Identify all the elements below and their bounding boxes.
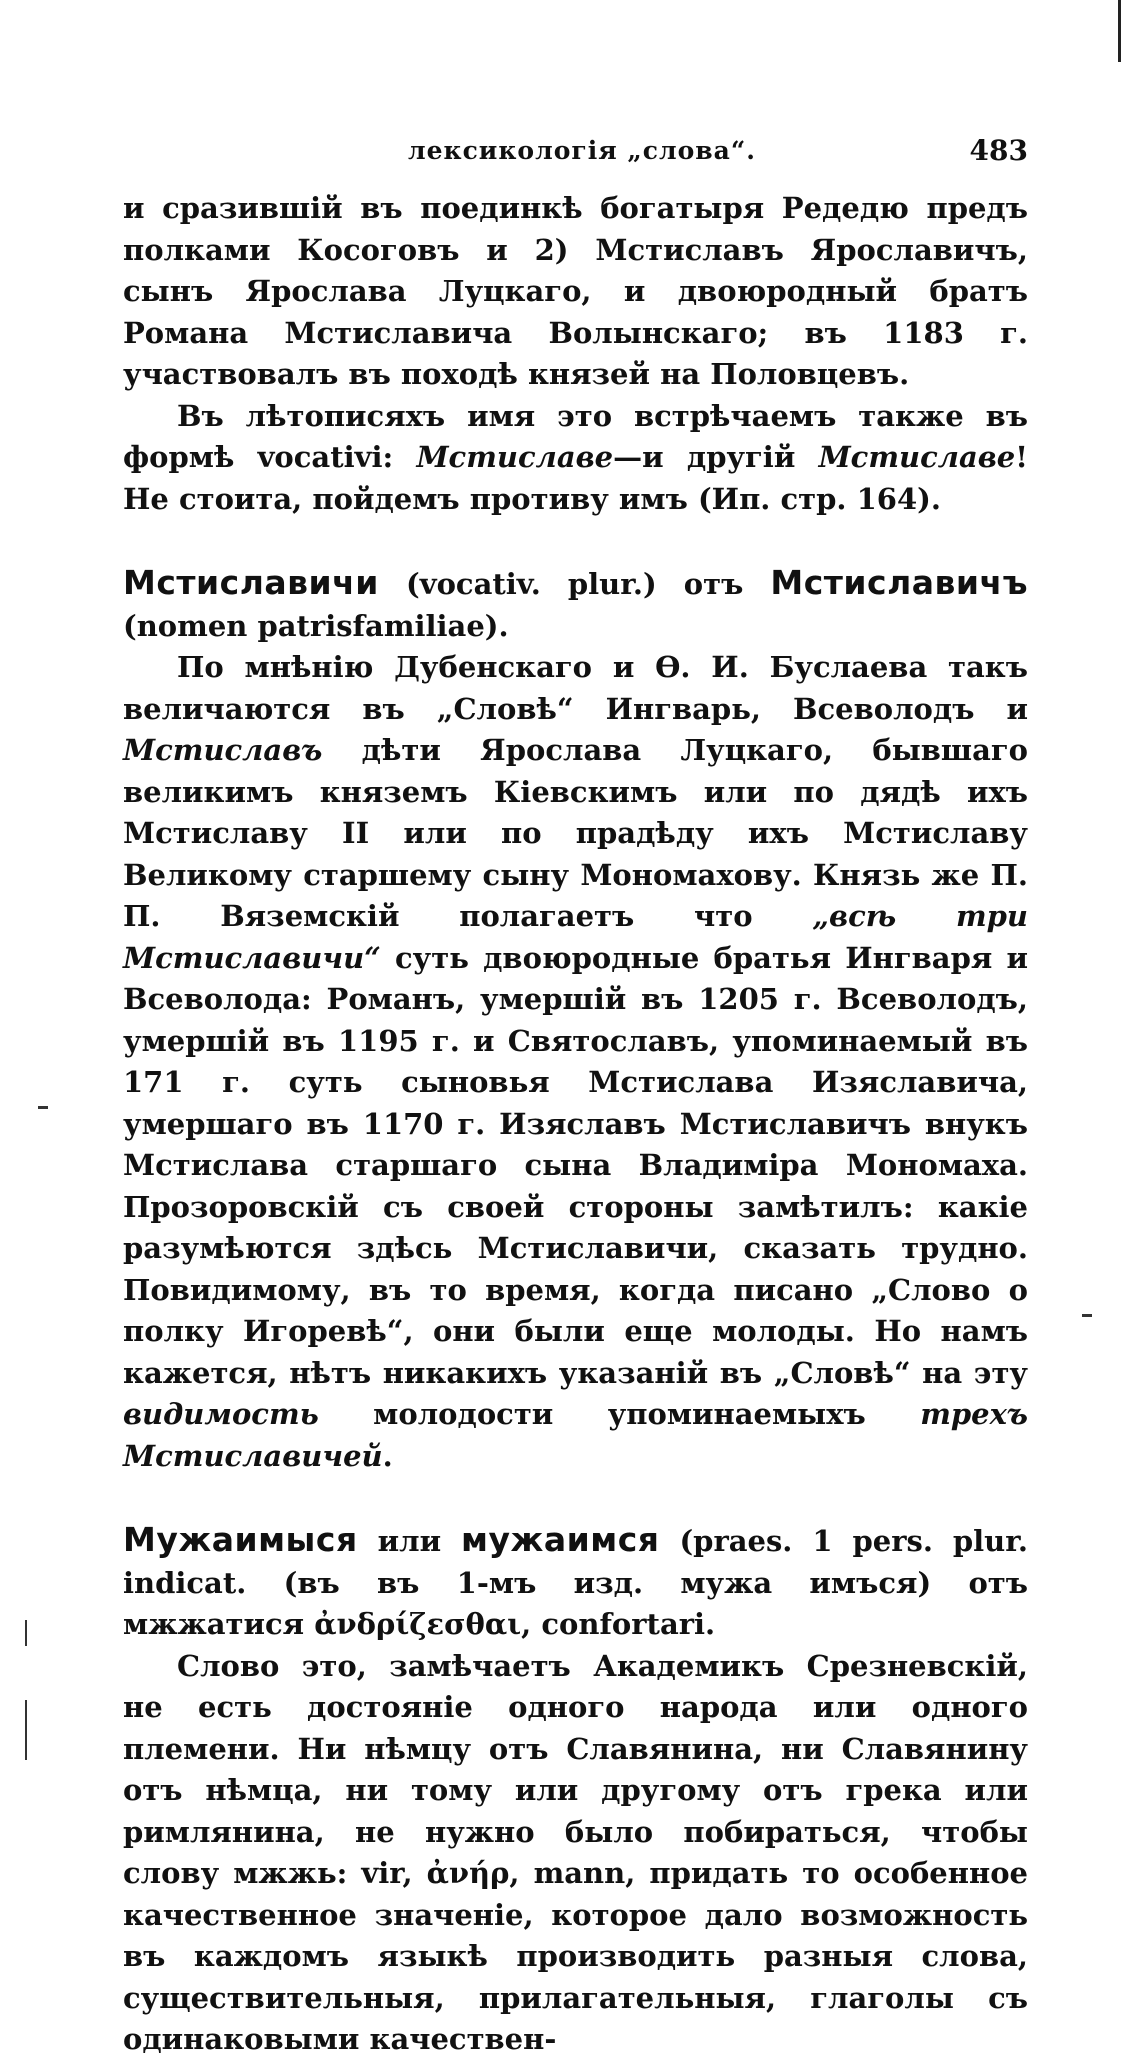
paragraph-sreznevsky: Слово это, замѣчаетъ Академикъ Срезневскій, не есть достояніе одного народа или одного племени. Ни нѣмцу отъ Славянина, ни Славянину отъ нѣмца, ни тому или другому отъ грека или римлянина, не нужно было побираться, чтобы слову мжжь: vir, ἀνήρ, mann, придать то особенное качественное значеніе, которое дало возможность въ каждомъ языкѣ производить разныя слова, существительныя, прилагательныя, глаголы съ одинаковыми качествен- bbox=[123, 1648, 1028, 2056]
headword: Мстиславичи bbox=[123, 563, 379, 602]
scan-edge-line bbox=[1118, 0, 1121, 62]
margin-mark bbox=[25, 1620, 27, 1646]
headword: Мстиславичъ bbox=[770, 563, 1028, 602]
running-title: лексикологія „слова“. bbox=[408, 136, 756, 165]
page-number: 483 bbox=[969, 134, 1028, 167]
entry-muzhaimysya: Мужаимыся или мужаимся (praes. 1 pers. plur. indicat. (въ въ 1-мъ изд. мужа имъся) отъ мжжатися ἀνδρίζεσθαι, confortari. bbox=[123, 1520, 1028, 1641]
page-header bbox=[123, 130, 1028, 188]
text-block bbox=[123, 130, 1028, 2061]
margin-mark bbox=[38, 1106, 48, 1109]
headword: мужаимся bbox=[461, 1520, 660, 1559]
margin-mark bbox=[1082, 1314, 1092, 1317]
entry-mstislavichi: Мстиславичи (vocativ. plur.) отъ Мстиславичъ (nomen patrisfamiliae). bbox=[123, 563, 1028, 643]
margin-mark bbox=[25, 1700, 27, 1760]
paragraph-vocative: Въ лѣтописяхъ имя это встрѣчаемъ также въ формѣ vocativi: Мстиславе—и другій Мстиславе! Не стоита, пойдемъ противу имъ (Ип. стр. 164). bbox=[123, 398, 1028, 516]
paragraph-opinions: По мнѣнію Дубенскаго и Ѳ. И. Буслаева такъ величаются въ „Словѣ“ Ингварь, Всеволодъ и Мстиславъ дѣти Ярослава Луцкаго, бывшаго великимъ княземъ Кіевскимъ или по дядѣ ихъ Мстиславу II или по прадѣду ихъ Мстиславу Великому старшему сыну Мономахову. Князь же П. П. Вяземскій полагаетъ что „всѣ три Мстиславичи“ суть двоюродные братья Ингваря и Всеволода: Романъ, умершій въ 1205 г. Всеволодъ, умершій въ 1195 г. и Святославъ, упоминаемый въ 171 г. суть сыновья Мстислава Изяславича, умершаго въ 1170 г. Изяславъ Мстиславичъ внукъ Мстислава старшаго сына Владиміра Мономаха. Прозоровскій съ своей стороны замѣтилъ: какіе разумѣются здѣсь Мстиславичи, сказать трудно. Повидимому, въ то время, когда писано „Слово о полку Игоревѣ“, они были еще молоды. Но намъ кажется, нѣтъ никакихъ указаній въ „Словѣ“ на эту видимость молодости упоминаемыхъ трехъ Мстиславичей. bbox=[123, 650, 1028, 1473]
paragraph-continuation: и сразившій въ поединкѣ богатыря Редедю предъ полками Косоговъ и 2) Мстиславъ Ярославичъ, сынъ Ярослава Луцкаго, и двоюродный братъ Романа Мстиславича Волынскаго; въ 1183 г. участвовалъ въ походѣ князей на Половцевъ. bbox=[123, 191, 1028, 391]
headword: Мужаимыся bbox=[123, 1520, 358, 1559]
